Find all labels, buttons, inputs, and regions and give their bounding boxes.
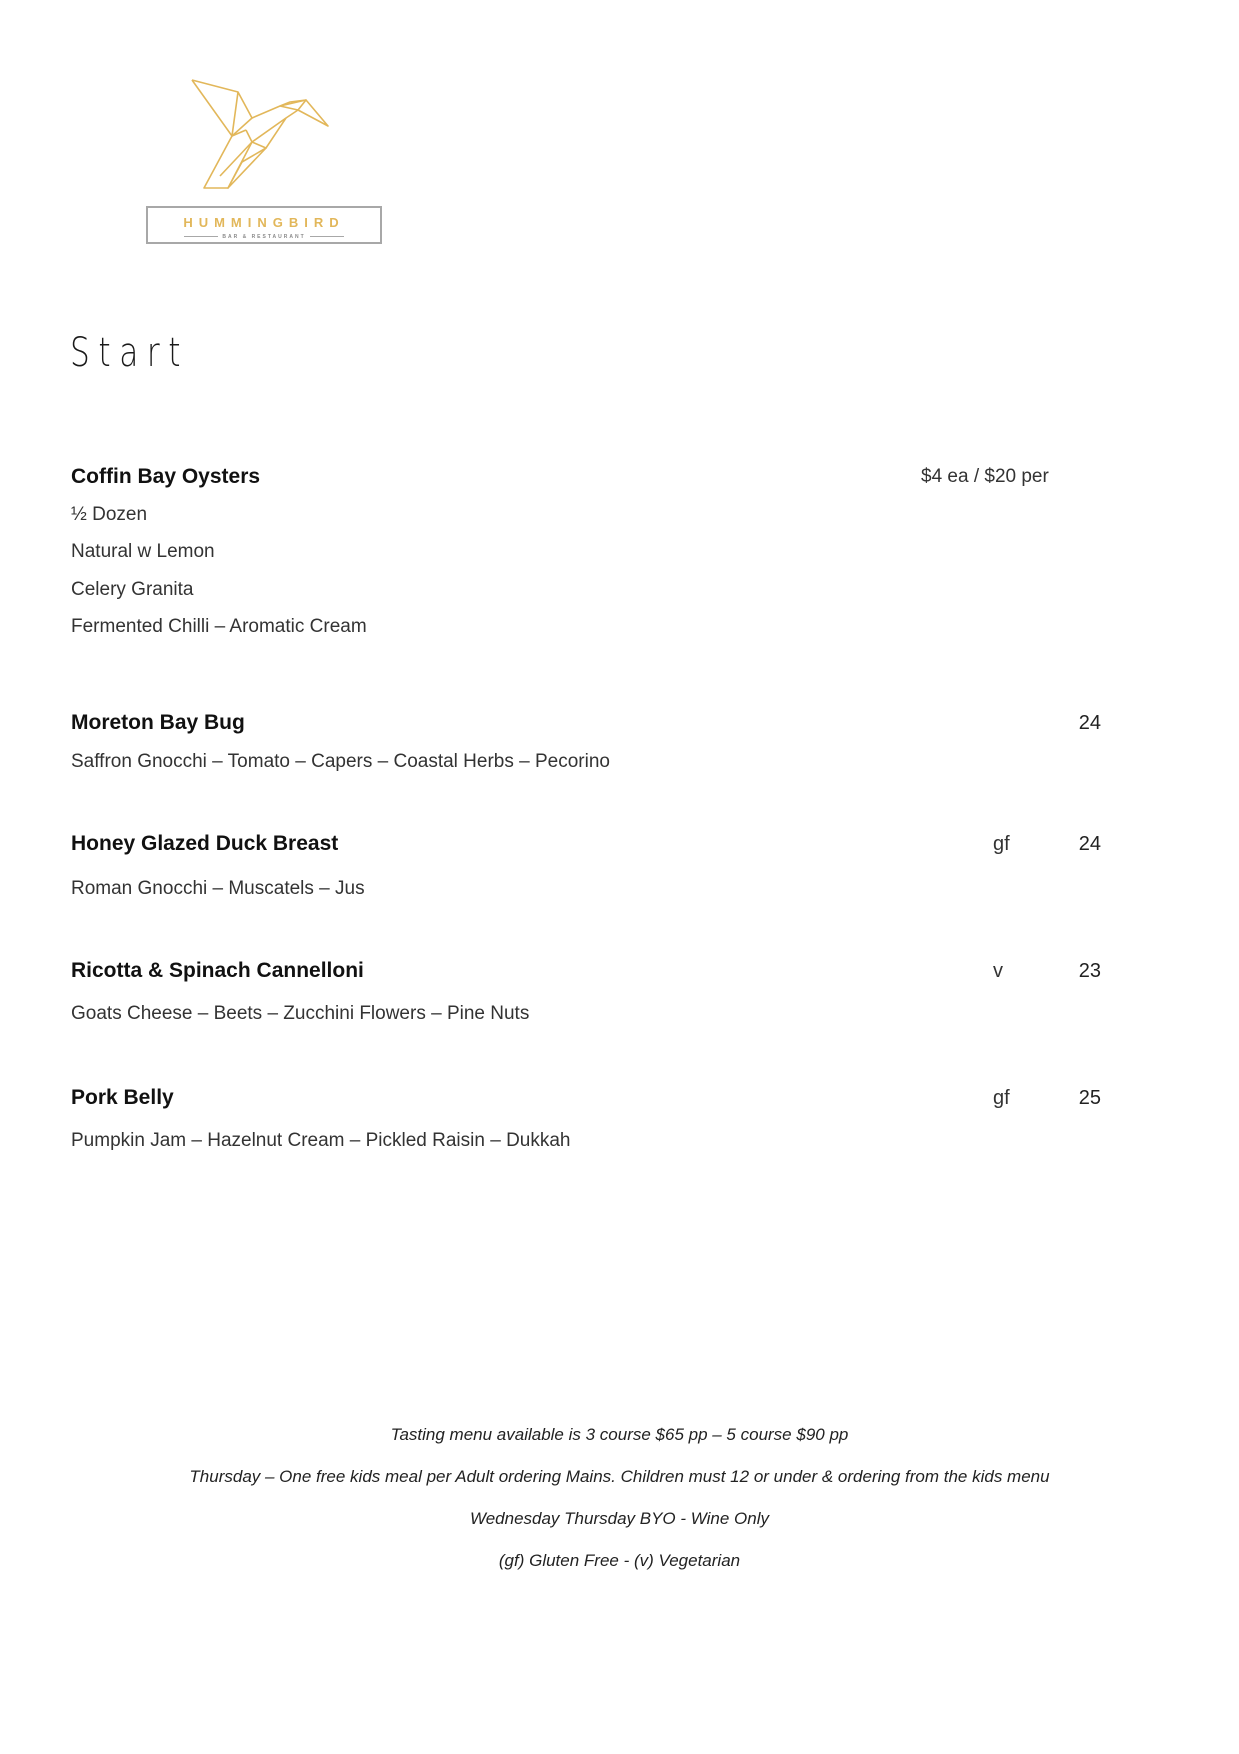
menu-item [71,711,1101,773]
dietary-tag: v [993,960,1003,982]
footer-note-tasting-menu: Tasting menu available is 3 course $65 pp – 5 course $90 pp [390,1425,849,1444]
item-desc-line: ½ Dozen [71,504,148,525]
item-desc-line: Fermented Chilli – Aromatic Cream [71,616,367,637]
item-desc-line: Celery Granita [71,579,194,600]
item-name: Moreton Bay Bug [71,711,245,734]
logo-name: HUMMINGBIRD [183,215,345,230]
item-desc-line: Roman Gnocchi – Muscatels – Jus [71,878,365,899]
footer-note-kids: Thursday – One free kids meal per Adult ordering Mains. Children must 12 or under & ordering from the kids menu [189,1467,1050,1486]
item-name: Ricotta & Spinach Cannelloni [71,959,364,982]
menu-item [71,465,1101,638]
item-price: $4 ea / $20 per [921,466,1049,487]
footer-note-byo: Wednesday Thursday BYO - Wine Only [469,1509,770,1528]
footer-note-legend: (gf) Gluten Free - (v) Vegetarian [498,1551,741,1570]
item-price: 24 [1078,712,1101,734]
item-name: Coffin Bay Oysters [71,465,261,488]
hummingbird-icon [190,78,330,190]
item-price: 25 [1078,1087,1101,1109]
footer-notes [0,1424,1239,1592]
dietary-tag: gf [993,833,1010,855]
item-desc-line: Natural w Lemon [71,541,215,562]
logo-subtitle: BAR & RESTAURANT [222,234,306,240]
restaurant-logo [140,78,400,258]
divider [310,236,344,237]
dietary-tag: gf [993,1087,1010,1109]
item-price: 24 [1078,833,1101,855]
menu-item [71,1086,1101,1152]
item-price: 23 [1078,960,1101,982]
section-title: Start [70,330,190,376]
menu-item [71,832,1101,900]
divider [184,236,218,237]
item-desc-line: Goats Cheese – Beets – Zucchini Flowers – Pine Nuts [71,1003,530,1024]
item-desc-line: Saffron Gnocchi – Tomato – Capers – Coastal Herbs – Pecorino [71,751,610,772]
item-name: Pork Belly [71,1086,174,1109]
item-desc-line: Pumpkin Jam – Hazelnut Cream – Pickled Raisin – Dukkah [71,1130,571,1151]
item-name: Honey Glazed Duck Breast [71,832,339,855]
logo-wordmark-box [146,206,382,244]
menu-item [71,959,1101,1025]
